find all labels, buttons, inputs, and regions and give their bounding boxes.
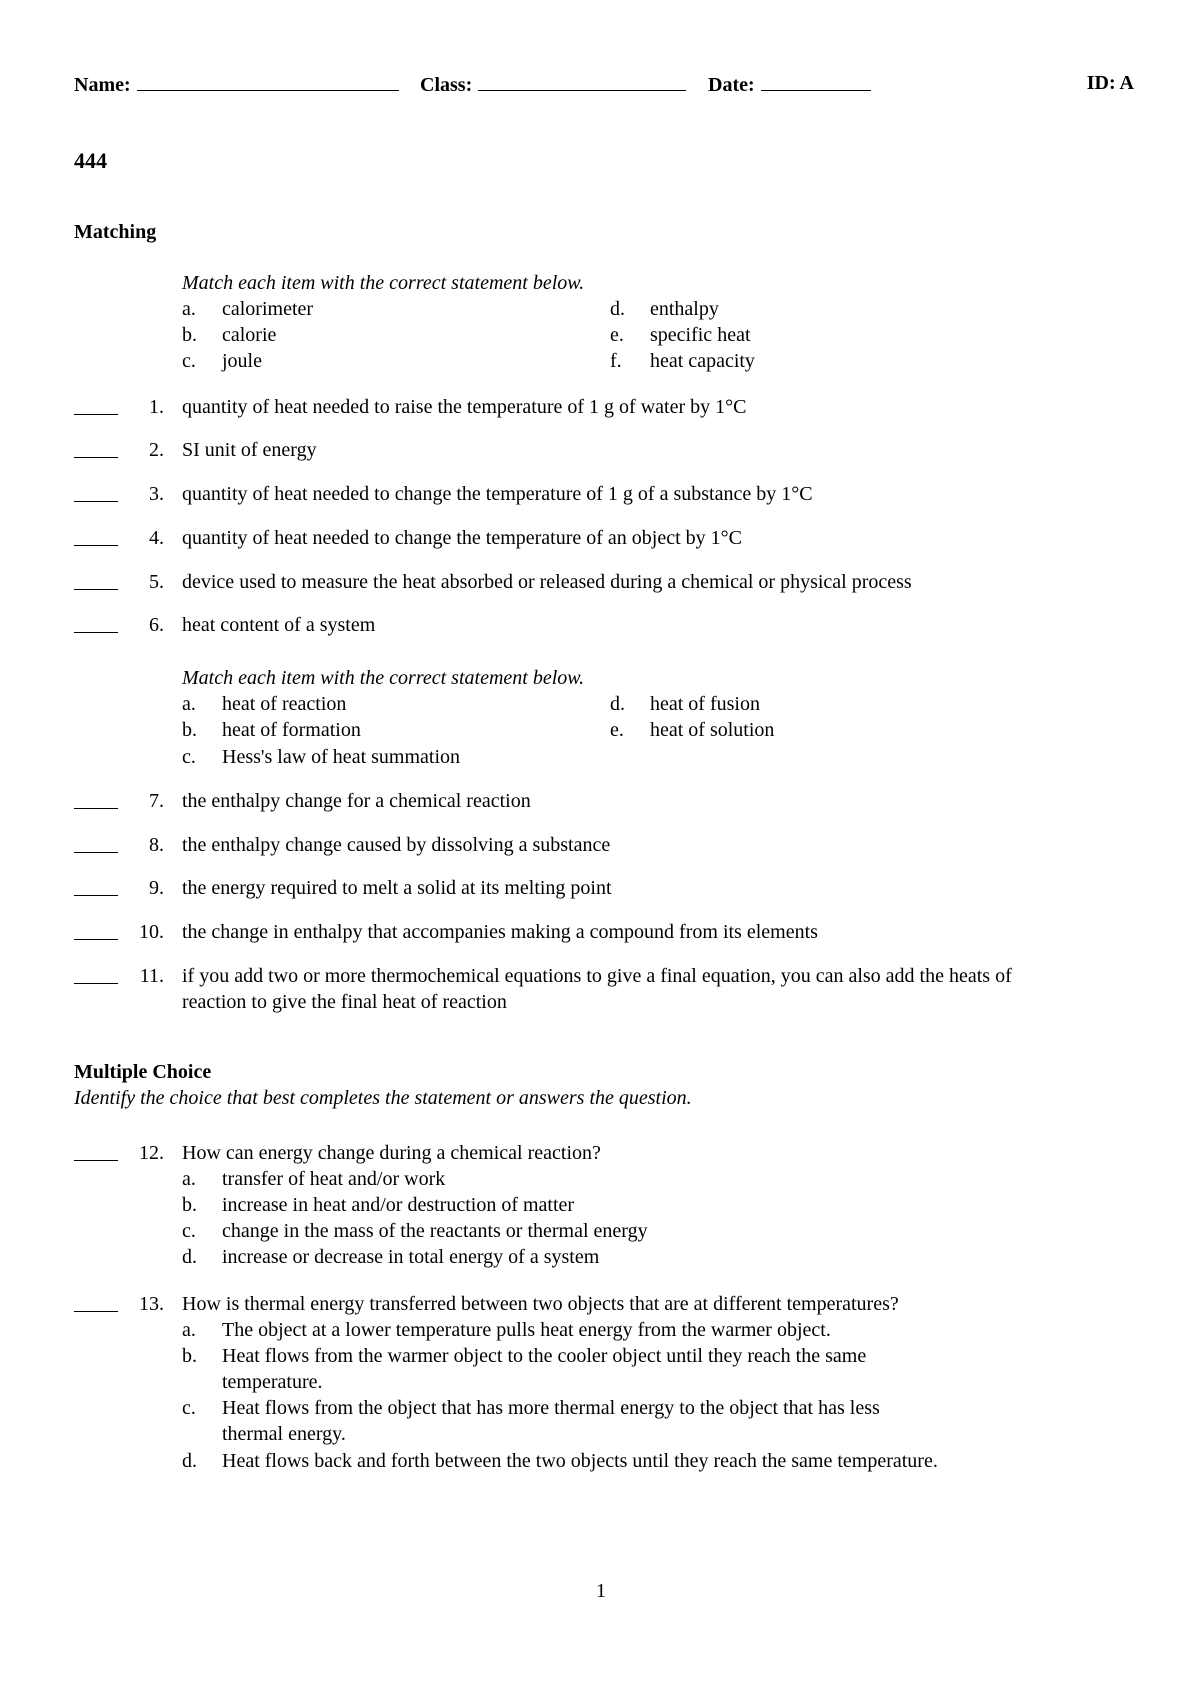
- multiple-choice-instruction: Identify the choice that best completes the statement or answers the question.: [74, 1087, 692, 1109]
- choice-text[interactable]: Heat flows from the warmer object to the cooler object until they reach the same: [222, 1345, 867, 1367]
- question-number: 10.: [139, 921, 164, 943]
- choice-text-continued[interactable]: thermal energy.: [222, 1423, 346, 1445]
- matching-heading: Matching: [74, 221, 157, 243]
- date-field-label: [708, 72, 871, 97]
- question-number: 12.: [139, 1142, 164, 1164]
- matching-instruction-2: Match each item with the correct statement below.: [182, 667, 585, 689]
- page-number: 1: [596, 1580, 606, 1602]
- question-number: 3.: [149, 483, 164, 505]
- option-text: heat of formation: [222, 719, 361, 741]
- option-letter: e.: [610, 719, 624, 741]
- choice-text-continued[interactable]: temperature.: [222, 1371, 323, 1393]
- option-text: heat of fusion: [650, 693, 760, 715]
- question-text: the change in enthalpy that accompanies making a compound from its elements: [182, 921, 818, 943]
- option-letter: b.: [182, 719, 197, 741]
- question-text: the enthalpy change for a chemical reaction: [182, 790, 531, 812]
- question-text: SI unit of energy: [182, 439, 317, 461]
- choice-letter: c.: [182, 1397, 196, 1419]
- option-text: joule: [222, 350, 262, 372]
- question-text: quantity of heat needed to change the temperature of an object by 1°C: [182, 527, 743, 549]
- class-label: Class:: [420, 74, 473, 96]
- question-text-line-2: reaction to give the final heat of reaction: [182, 991, 507, 1013]
- question-number: 11.: [139, 965, 164, 987]
- choice-text[interactable]: increase in heat and/or destruction of matter: [222, 1194, 575, 1216]
- option-letter: a.: [182, 298, 196, 320]
- choice-letter: a.: [182, 1168, 196, 1190]
- test-page: [74, 0, 1134, 1696]
- question-number: 2.: [149, 439, 164, 461]
- question-number: 13.: [139, 1293, 164, 1315]
- option-letter: f.: [610, 350, 622, 372]
- date-label: Date:: [708, 74, 755, 96]
- question-number: 7.: [149, 790, 164, 812]
- choice-text[interactable]: increase or decrease in total energy of a system: [222, 1246, 600, 1268]
- option-letter: e.: [610, 324, 624, 346]
- option-letter: b.: [182, 324, 197, 346]
- question-text: heat content of a system: [182, 614, 376, 636]
- class-blank[interactable]: [478, 72, 686, 91]
- choice-text[interactable]: Heat flows from the object that has more thermal energy to the object that has less: [222, 1397, 880, 1419]
- id-label: ID: A: [1086, 72, 1134, 94]
- question-number: 1.: [149, 396, 164, 418]
- question-number: 8.: [149, 834, 164, 856]
- choice-letter: d.: [182, 1246, 197, 1268]
- option-letter: d.: [610, 693, 625, 715]
- date-blank[interactable]: [761, 72, 871, 91]
- choice-letter: c.: [182, 1220, 196, 1242]
- name-field-label: [74, 72, 399, 97]
- question-number: 4.: [149, 527, 164, 549]
- question-text-line-1: if you add two or more thermochemical equations to give a final equation, you can also add the heats of: [182, 965, 1012, 987]
- question-number: 9.: [149, 877, 164, 899]
- choice-letter: a.: [182, 1319, 196, 1341]
- option-text: heat of reaction: [222, 693, 347, 715]
- choice-letter: b.: [182, 1194, 197, 1216]
- option-text: heat capacity: [650, 350, 755, 372]
- question-number: 6.: [149, 614, 164, 636]
- option-letter: c.: [182, 746, 196, 768]
- choice-text[interactable]: Heat flows back and forth between the two objects until they reach the same temperature.: [222, 1450, 938, 1472]
- option-text: Hess's law of heat summation: [222, 746, 461, 768]
- option-text: calorie: [222, 324, 277, 346]
- name-label: Name:: [74, 74, 131, 96]
- choice-text[interactable]: change in the mass of the reactants or thermal energy: [222, 1220, 648, 1242]
- question-text: quantity of heat needed to change the temperature of 1 g of a substance by 1°C: [182, 483, 813, 505]
- class-field-label: [420, 72, 686, 97]
- question-text: How can energy change during a chemical reaction?: [182, 1142, 601, 1164]
- multiple-choice-heading: Multiple Choice: [74, 1061, 212, 1083]
- option-text: heat of solution: [650, 719, 775, 741]
- question-text: the enthalpy change caused by dissolving a substance: [182, 834, 611, 856]
- option-letter: c.: [182, 350, 196, 372]
- name-blank[interactable]: [137, 72, 399, 91]
- question-text: How is thermal energy transferred between two objects that are at different temperatures?: [182, 1293, 899, 1315]
- choice-letter: b.: [182, 1345, 197, 1367]
- choice-text[interactable]: transfer of heat and/or work: [222, 1168, 446, 1190]
- option-letter: a.: [182, 693, 196, 715]
- option-text: specific heat: [650, 324, 751, 346]
- matching-instruction-1: Match each item with the correct statement below.: [182, 272, 585, 294]
- question-number: 5.: [149, 571, 164, 593]
- choice-text[interactable]: The object at a lower temperature pulls heat energy from the warmer object.: [222, 1319, 831, 1341]
- question-text: device used to measure the heat absorbed or released during a chemical or physical process: [182, 571, 912, 593]
- question-text: the energy required to melt a solid at its melting point: [182, 877, 612, 899]
- option-text: calorimeter: [222, 298, 314, 320]
- choice-letter: d.: [182, 1450, 197, 1472]
- option-text: enthalpy: [650, 298, 719, 320]
- option-letter: d.: [610, 298, 625, 320]
- test-number: 444: [74, 148, 107, 173]
- question-text: quantity of heat needed to raise the temperature of 1 g of water by 1°C: [182, 396, 747, 418]
